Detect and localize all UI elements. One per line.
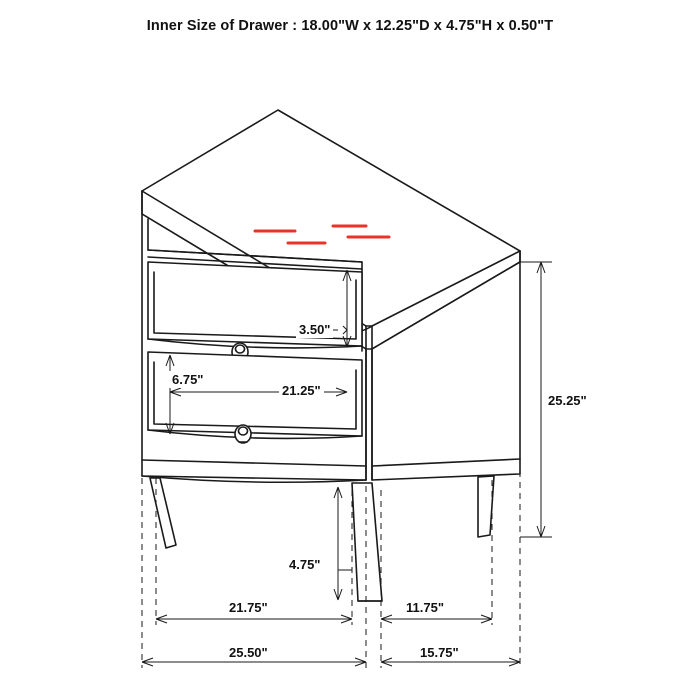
dim-label-upper-drawer-height: 3.50" <box>296 321 333 338</box>
dim-label-drawer-front-width: 21.25" <box>279 382 324 399</box>
case-corner-edge <box>366 349 372 480</box>
dim-overall-height <box>537 262 545 537</box>
dim-label-side-depth-lower: 11.75" <box>403 599 447 616</box>
dim-label-lower-drawer-height: 6.75" <box>169 371 206 388</box>
dim-label-front-width-lower: 21.75" <box>226 599 271 616</box>
dim-label-overall-height: 25.25" <box>545 392 590 409</box>
dim-side-depth-lower <box>381 615 492 623</box>
dim-label-overall-side-depth: 15.75" <box>417 644 462 661</box>
dim-leg-height <box>334 487 352 600</box>
page-title: Inner Size of Drawer : 18.00"W x 12.25"D x 4.75"H x 0.50"T <box>146 18 554 34</box>
dim-label-overall-front-width: 25.50" <box>226 644 271 661</box>
dim-label-leg-height: 4.75" <box>286 556 323 573</box>
legs <box>150 476 494 601</box>
dim-front-width-lower <box>156 615 352 623</box>
lower-drawer <box>148 352 362 443</box>
lower-drawer-knob <box>235 425 251 443</box>
